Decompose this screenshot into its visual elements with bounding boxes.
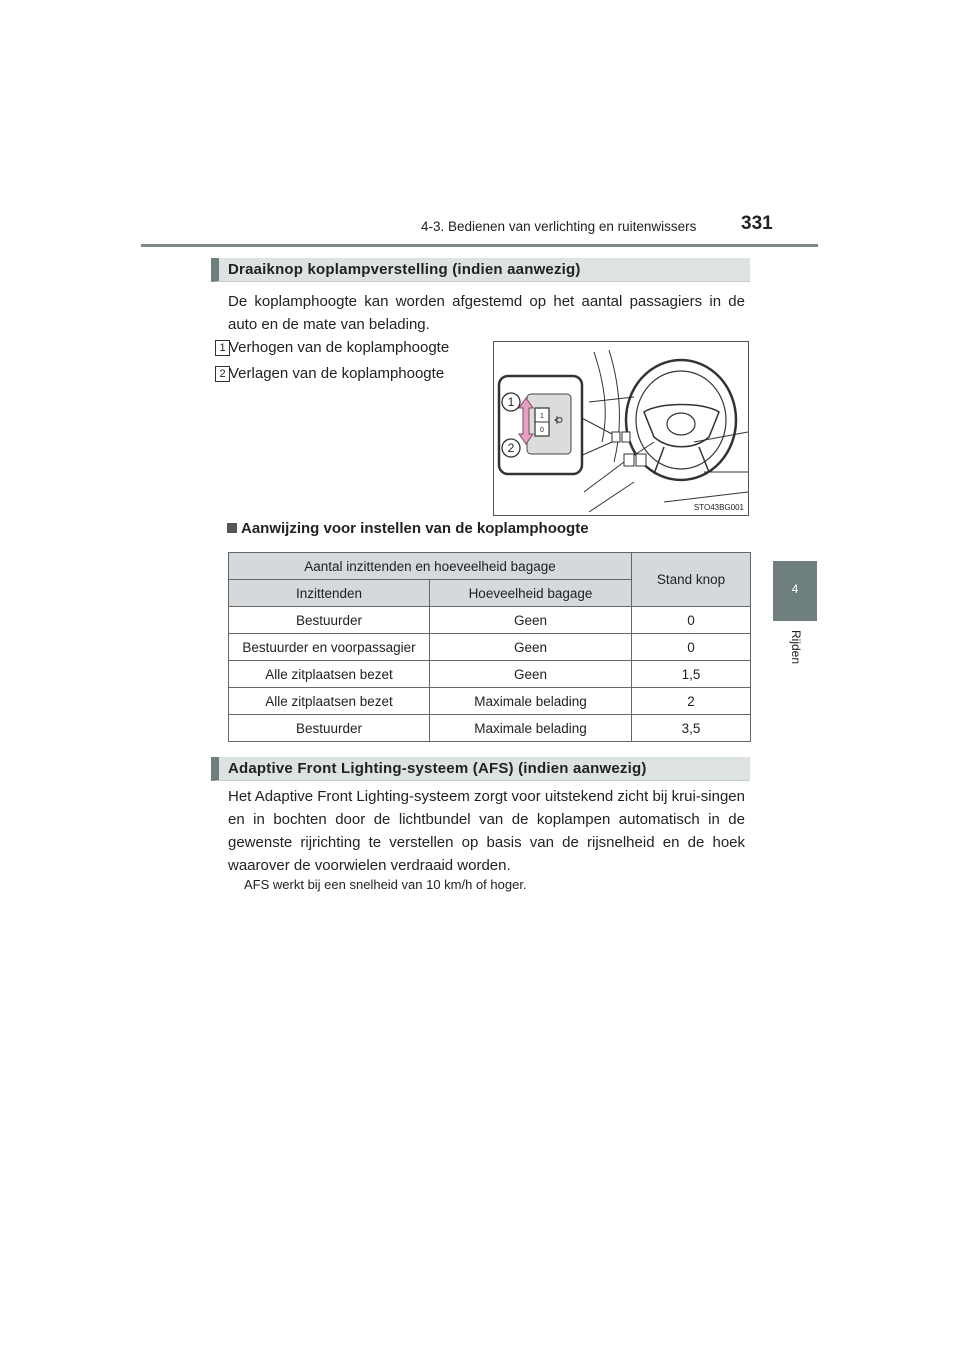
dial-label-0: 0 [540, 427, 544, 434]
table-cell: Maximale belading [430, 715, 632, 742]
table-row [229, 688, 751, 715]
figure-labels [494, 342, 748, 515]
table-header-occupants: Inzittenden [229, 580, 430, 607]
table-row [229, 661, 751, 688]
headlight-dial-illustration [493, 341, 749, 516]
chapter-label: Rijden [789, 630, 803, 665]
subsection-heading [227, 520, 589, 537]
table-header-luggage: Hoeveelheid bagage [430, 580, 632, 607]
step-number-badge: 1 [215, 340, 230, 356]
table-cell: Bestuurder en voorpassagier [229, 634, 430, 661]
table-cell: 0 [632, 607, 751, 634]
table-row [229, 715, 751, 742]
table-cell: 2 [632, 688, 751, 715]
table-row [229, 634, 751, 661]
afs-note: AFS werkt bij een snelheid van 10 km/h of hoger. [244, 877, 527, 892]
chapter-label-wrap [787, 630, 807, 710]
subsection-heading-text: Aanwijzing voor instellen van de koplamphoogte [241, 520, 589, 537]
figure-callout-1: 1 [507, 395, 515, 409]
table-cell: Alle zitplaatsen bezet [229, 661, 430, 688]
dial-label-1: 1 [540, 413, 544, 420]
table-cell: 0 [632, 634, 751, 661]
table-cell: Geen [430, 661, 632, 688]
chapter-tab [773, 561, 817, 621]
headlight-level-table [228, 552, 751, 742]
table-cell: 3,5 [632, 715, 751, 742]
table-cell: Maximale belading [430, 688, 632, 715]
section-heading-headlight-leveling [211, 258, 750, 282]
afs-description: Het Adaptive Front Lighting-systeem zorgt voor uitstekend zicht bij krui-singen en in bochten door de lichtbundel van de koplampen automatisch in de gewenste rijrichting te verstellen op basis van de rijsnelheid en de hoek waarover de voorwielen verdraaid worden. [228, 788, 745, 874]
list-item-label: Verhogen van de koplamphoogte [229, 339, 450, 356]
header-section-title: 4-3. Bedienen van verlichting en ruitenwissers [421, 219, 697, 234]
table-cell: Bestuurder [229, 607, 430, 634]
table-cell: Geen [430, 607, 632, 634]
section-heading-text: Draaiknop koplampverstelling (indien aanwezig) [228, 261, 581, 278]
table-group-header: Aantal inzittenden en hoeveelheid bagage [229, 553, 632, 580]
chapter-number: 4 [791, 582, 799, 596]
table-cell: Alle zitplaatsen bezet [229, 688, 430, 715]
table-header-row [229, 553, 751, 580]
square-bullet-icon [227, 523, 237, 533]
section-intro: De koplamphoogte kan worden afgestemd op het aantal passagiers in de auto en de mate van belading. [228, 293, 745, 333]
table-cell: Geen [430, 634, 632, 661]
table-cell: Bestuurder [229, 715, 430, 742]
table-row [229, 607, 751, 634]
page-number: 331 [741, 213, 773, 234]
header-divider [141, 244, 818, 247]
figure-code: STO43BG001 [693, 503, 744, 512]
section-heading-text: Adaptive Front Lighting-systeem (AFS) (indien aanwezig) [228, 760, 647, 777]
section-heading-afs [211, 757, 750, 781]
figure-callout-2: 2 [507, 441, 515, 455]
list-item-label: Verlagen van de koplamphoogte [229, 365, 445, 382]
table-header-position: Stand knop [632, 553, 751, 607]
table-cell: 1,5 [632, 661, 751, 688]
step-number-badge: 2 [215, 366, 230, 382]
